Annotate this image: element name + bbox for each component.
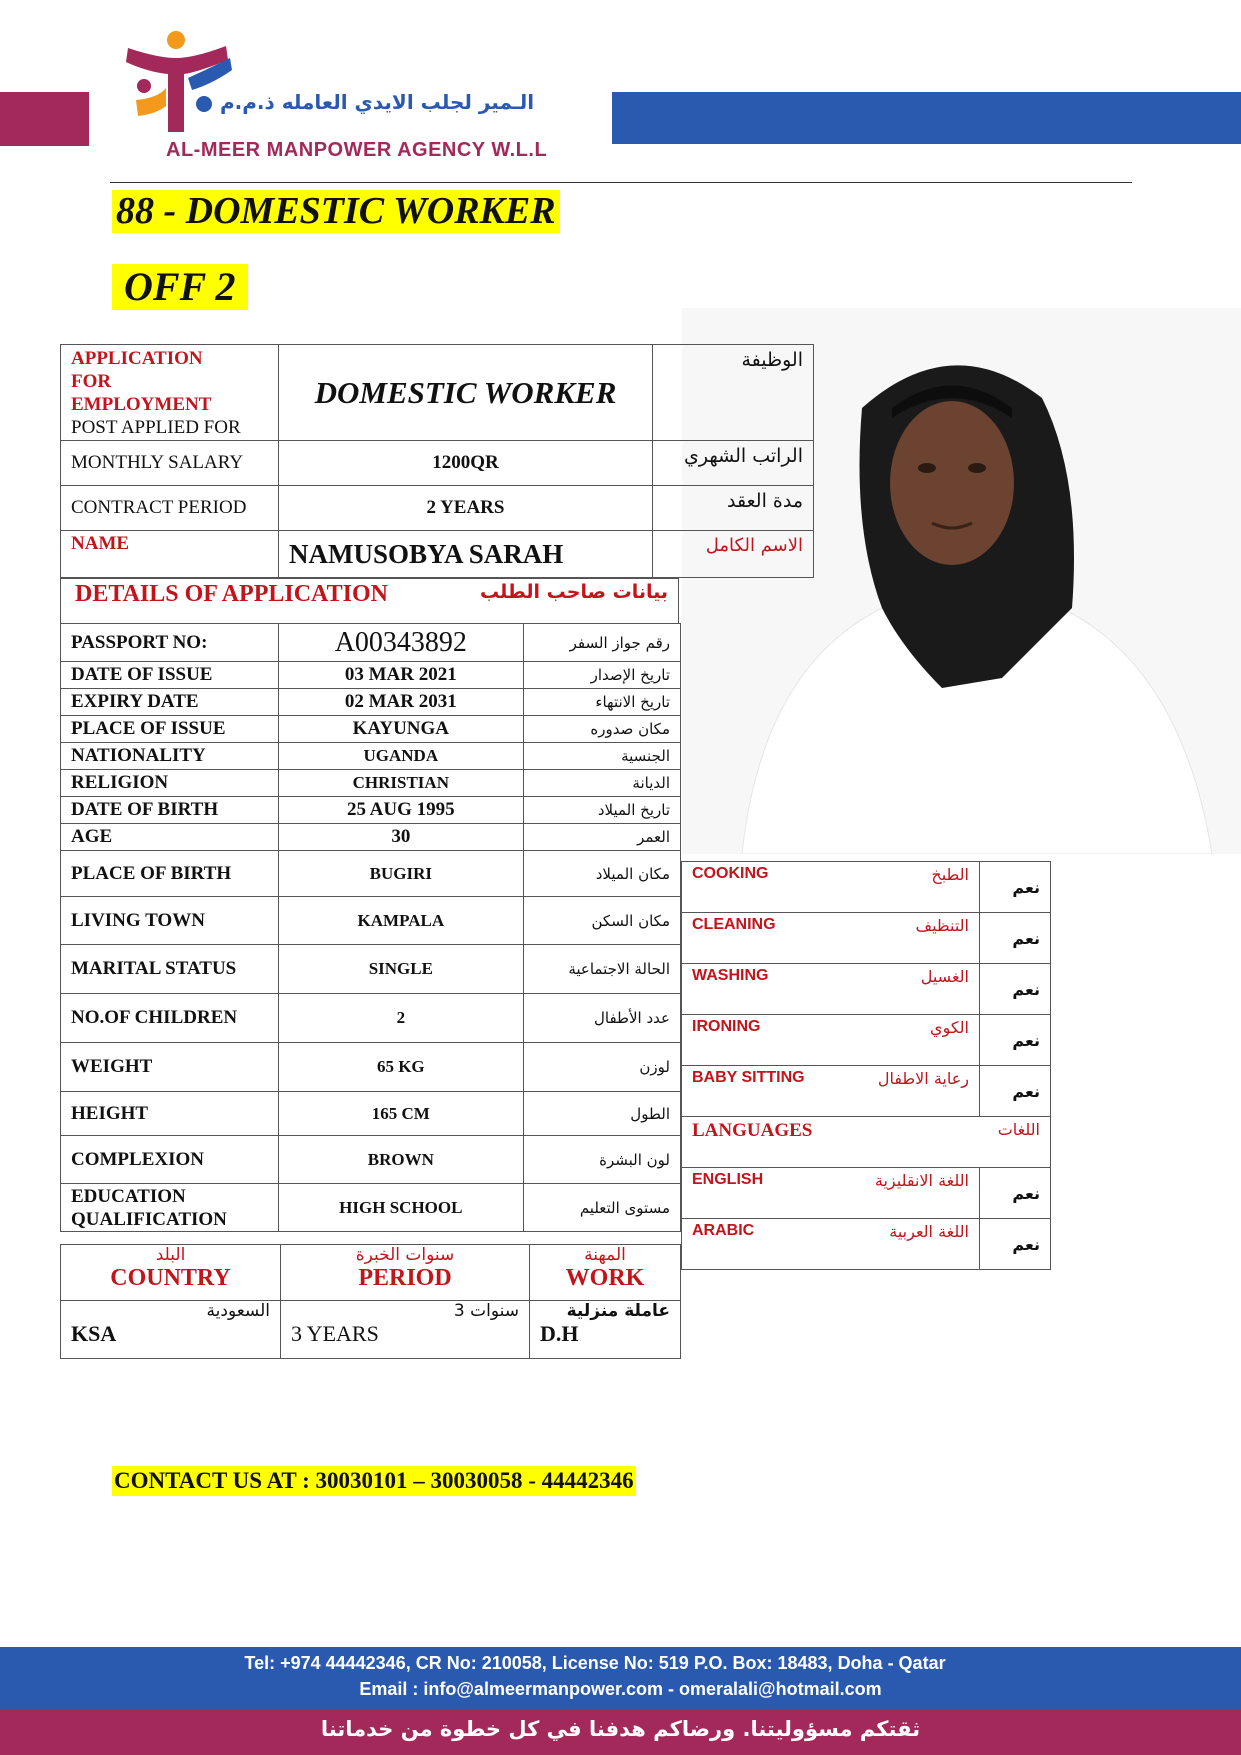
- name-arabic-label: الاسم الكامل: [653, 531, 814, 578]
- footer-contact-info: Tel: +974 44442346, CR No: 210058, License No: 519 P.O. Box: 18483, Doha - Qatar: [244, 1653, 946, 1673]
- experience-country-arabic: السعودية: [206, 1301, 270, 1321]
- table-row: [61, 994, 681, 1043]
- country-header-arabic: البلد: [155, 1245, 186, 1265]
- footer-email: Email : info@almeermanpower.com - omeralali@hotmail.com: [359, 1679, 882, 1699]
- skill-answer: نعم: [980, 862, 1051, 913]
- detail-label: COMPLEXION: [61, 1136, 279, 1184]
- experience-work-english: D.H: [540, 1321, 579, 1346]
- detail-arabic: رقم جواز السفر: [523, 624, 680, 662]
- language-row: [682, 1219, 1051, 1270]
- detail-arabic: عدد الأطفال: [523, 994, 680, 1043]
- skill-row: [682, 913, 1051, 964]
- post-row: [61, 345, 814, 441]
- footer-slogan: ثقتكم مسؤوليتنا. ورضاكم هدفنا في كل خطوة من خدماتنا: [320, 1717, 921, 1741]
- detail-value: 2: [279, 994, 524, 1043]
- detail-value: 02 MAR 2031: [279, 689, 524, 716]
- company-logo-icon: [118, 28, 238, 138]
- language-arabic: اللغة الانقليزية: [846, 1168, 980, 1219]
- post-value: DOMESTIC WORKER: [279, 345, 653, 441]
- skill-english: IRONING: [682, 1015, 846, 1066]
- detail-label: NO.OF CHILDREN: [61, 994, 279, 1043]
- table-row: [61, 743, 681, 770]
- experience-row: [61, 1301, 681, 1359]
- table-row: [61, 770, 681, 797]
- country-header-english: COUNTRY: [110, 1265, 231, 1291]
- period-header: [281, 1245, 530, 1301]
- detail-arabic: تاريخ الميلاد: [523, 797, 680, 824]
- detail-arabic: تاريخ الانتهاء: [523, 689, 680, 716]
- experience-period-arabic: 3 سنوات: [453, 1301, 519, 1321]
- salary-value: 1200QR: [279, 441, 653, 486]
- detail-value: BUGIRI: [279, 851, 524, 897]
- header-right-bar: [612, 92, 1241, 144]
- detail-label: LIVING TOWN: [61, 897, 279, 945]
- detail-value: KAMPALA: [279, 897, 524, 945]
- company-name-arabic: الـمير لجلب الايدي العامله ذ.م.م: [220, 90, 535, 114]
- skill-row: [682, 964, 1051, 1015]
- details-heading-english: DETAILS OF APPLICATION: [75, 581, 388, 607]
- table-row: [61, 1092, 681, 1136]
- detail-label: RELIGION: [61, 770, 279, 797]
- detail-arabic: لوزن: [523, 1043, 680, 1092]
- detail-label: HEIGHT: [61, 1092, 279, 1136]
- skill-answer: نعم: [980, 964, 1051, 1015]
- details-heading-arabic: بيانات صاحب الطلب: [480, 581, 668, 603]
- contract-row: [61, 486, 814, 531]
- post-arabic-label: الوظيفة: [653, 345, 814, 441]
- skill-arabic: الطبخ: [846, 862, 980, 913]
- skills-table: [681, 861, 1051, 1270]
- detail-arabic: لون البشرة: [523, 1136, 680, 1184]
- experience-country: [61, 1301, 281, 1359]
- period-header-arabic: سنوات الخبرة: [355, 1245, 455, 1265]
- detail-label: MARITAL STATUS: [61, 945, 279, 994]
- detail-label: PLACE OF BIRTH: [61, 851, 279, 897]
- table-row: [61, 851, 681, 897]
- company-name-english: AL-MEER MANPOWER AGENCY W.L.L: [166, 139, 548, 161]
- table-row: [61, 945, 681, 994]
- language-row: [682, 1168, 1051, 1219]
- country-header: [61, 1245, 281, 1301]
- detail-value: 03 MAR 2021: [279, 662, 524, 689]
- detail-label: NATIONALITY: [61, 743, 279, 770]
- skill-english: BABY SITTING: [682, 1066, 846, 1117]
- detail-value: 25 AUG 1995: [279, 797, 524, 824]
- languages-heading-arabic: اللغات: [846, 1117, 1051, 1168]
- application-summary-table: [60, 344, 814, 578]
- table-row: [61, 1184, 681, 1232]
- period-header-english: PERIOD: [358, 1265, 452, 1291]
- experience-period: [281, 1301, 530, 1359]
- name-label: NAME: [61, 531, 279, 578]
- detail-value: HIGH SCHOOL: [279, 1184, 524, 1232]
- experience-period-english: 3 YEARS: [291, 1321, 379, 1346]
- detail-label: EDUCATION QUALIFICATION: [61, 1184, 279, 1232]
- name-row: [61, 531, 814, 578]
- detail-value: CHRISTIAN: [279, 770, 524, 797]
- language-arabic: اللغة العربية: [846, 1219, 980, 1270]
- table-row: [61, 824, 681, 851]
- language-english: ARABIC: [682, 1219, 846, 1270]
- experience-work: [530, 1301, 681, 1359]
- page-subtitle: OFF 2: [112, 264, 248, 310]
- table-row: [61, 1136, 681, 1184]
- skill-english: CLEANING: [682, 913, 846, 964]
- table-row: [61, 689, 681, 716]
- languages-heading-row: [682, 1117, 1051, 1168]
- details-table: [60, 623, 681, 1232]
- detail-value: SINGLE: [279, 945, 524, 994]
- experience-table: [60, 1244, 681, 1359]
- detail-value: A00343892: [279, 624, 524, 662]
- table-row: [61, 897, 681, 945]
- detail-value: 30: [279, 824, 524, 851]
- table-row: [61, 662, 681, 689]
- skill-row: [682, 1015, 1051, 1066]
- languages-heading-english: LANGUAGES: [682, 1117, 846, 1168]
- table-row: [61, 716, 681, 743]
- skill-arabic: رعاية الاطفال: [846, 1066, 980, 1117]
- page-title: 88 - DOMESTIC WORKER: [112, 190, 560, 233]
- detail-label: EXPIRY DATE: [61, 689, 279, 716]
- detail-label: PLACE OF ISSUE: [61, 716, 279, 743]
- salary-label: MONTHLY SALARY: [61, 441, 279, 486]
- name-value: NAMUSOBYA SARAH: [279, 531, 653, 578]
- skill-answer: نعم: [980, 1015, 1051, 1066]
- table-row: [61, 797, 681, 824]
- language-english: ENGLISH: [682, 1168, 846, 1219]
- detail-arabic: الجنسية: [523, 743, 680, 770]
- salary-arabic-label: الراتب الشهري: [653, 441, 814, 486]
- table-row: [61, 624, 681, 662]
- details-heading-box: [60, 578, 679, 623]
- contact-line: CONTACT US AT : 30030101 – 30030058 - 44442346: [112, 1466, 636, 1496]
- detail-arabic: الديانة: [523, 770, 680, 797]
- detail-label: DATE OF ISSUE: [61, 662, 279, 689]
- contract-arabic-label: مدة العقد: [653, 486, 814, 531]
- application-for-employment-label: APPLICATION FOR EMPLOYMENT: [71, 348, 212, 415]
- work-header-arabic: المهنة: [584, 1245, 626, 1265]
- skill-answer: نعم: [980, 913, 1051, 964]
- skill-english: WASHING: [682, 964, 846, 1015]
- detail-arabic: الطول: [523, 1092, 680, 1136]
- detail-arabic: العمر: [523, 824, 680, 851]
- detail-label: WEIGHT: [61, 1043, 279, 1092]
- detail-arabic: الحالة الاجتماعية: [523, 945, 680, 994]
- detail-value: 165 CM: [279, 1092, 524, 1136]
- detail-label: DATE OF BIRTH: [61, 797, 279, 824]
- detail-label: PASSPORT NO:: [61, 624, 279, 662]
- skill-row: [682, 862, 1051, 913]
- detail-arabic: مكان الميلاد: [523, 851, 680, 897]
- language-answer: نعم: [980, 1168, 1051, 1219]
- work-header: [530, 1245, 681, 1301]
- detail-value: 65 KG: [279, 1043, 524, 1092]
- experience-country-english: KSA: [71, 1321, 117, 1346]
- detail-value: KAYUNGA: [279, 716, 524, 743]
- detail-value: BROWN: [279, 1136, 524, 1184]
- language-answer: نعم: [980, 1219, 1051, 1270]
- post-label-cell: [61, 345, 279, 441]
- contract-value: 2 YEARS: [279, 486, 653, 531]
- post-applied-label: POST APPLIED FOR: [71, 417, 241, 438]
- header-divider: [110, 182, 1132, 183]
- header-left-bar: [0, 92, 89, 146]
- work-header-english: WORK: [565, 1265, 645, 1291]
- skill-arabic: الغسيل: [846, 964, 980, 1015]
- experience-header-row: [61, 1245, 681, 1301]
- detail-arabic: تاريخ الإصدار: [523, 662, 680, 689]
- skill-english: COOKING: [682, 862, 846, 913]
- detail-arabic: مكان صدوره: [523, 716, 680, 743]
- table-row: [61, 1043, 681, 1092]
- salary-row: [61, 441, 814, 486]
- detail-value: UGANDA: [279, 743, 524, 770]
- skill-row: [682, 1066, 1051, 1117]
- detail-arabic: مستوى التعليم: [523, 1184, 680, 1232]
- skill-answer: نعم: [980, 1066, 1051, 1117]
- detail-arabic: مكان السكن: [523, 897, 680, 945]
- skill-arabic: التنظيف: [846, 913, 980, 964]
- detail-label: AGE: [61, 824, 279, 851]
- contract-label: CONTRACT PERIOD: [61, 486, 279, 531]
- experience-work-arabic: عاملة منزلية: [566, 1301, 670, 1321]
- skill-arabic: الكوي: [846, 1015, 980, 1066]
